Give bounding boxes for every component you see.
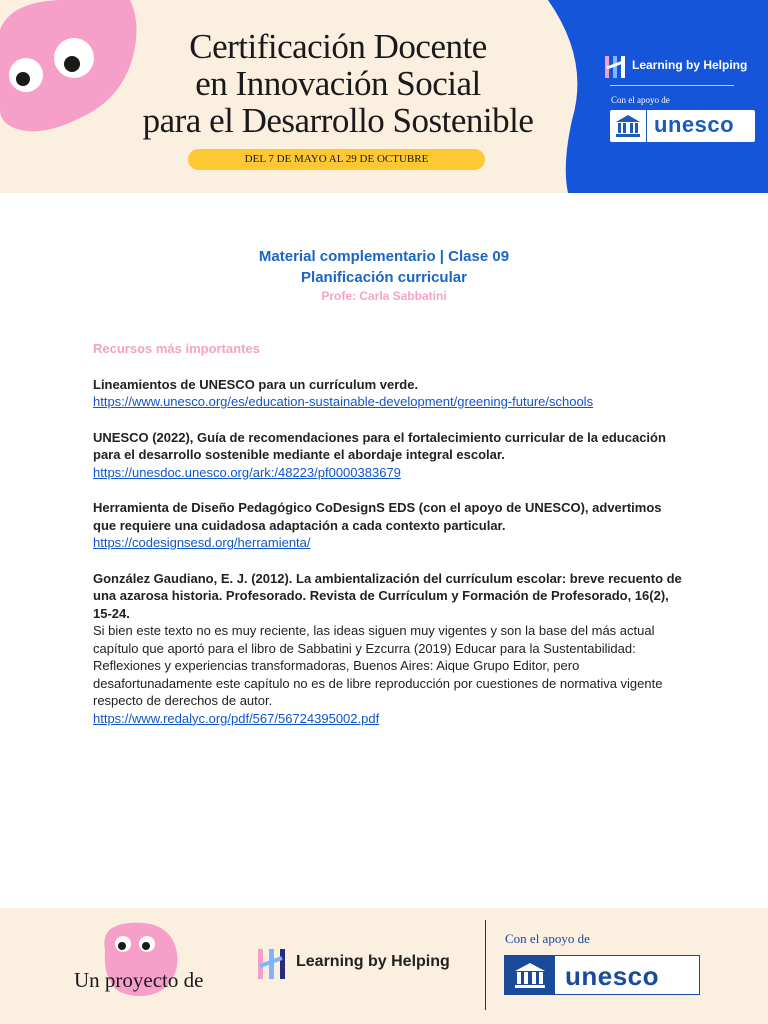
header-title-line: Certificación Docente xyxy=(189,27,487,66)
brand-name: Learning by Helping xyxy=(632,58,748,72)
resource-entry xyxy=(93,429,683,482)
resource-title: Herramienta de Diseño Pedagógico CoDesignS EDS (con el apoyo de UNESCO), advertimos que requiere una cuidadosa adaptación a cada contexto particular. xyxy=(93,500,662,533)
resources-section xyxy=(93,340,683,745)
brand-name: Learning by Helping xyxy=(296,953,450,970)
lbh-logo-icon xyxy=(604,54,628,80)
resource-link[interactable]: https://unesdoc.unesco.org/ark:/48223/pf0000383679 xyxy=(93,464,401,480)
header-title xyxy=(118,28,558,139)
resource-link[interactable]: https://www.unesco.org/es/education-sustainable-development/greening-future/schools xyxy=(93,394,594,409)
resource-title: Lineamientos de UNESCO para un currículum verde. xyxy=(93,376,419,392)
support-label: Con el apoyo de xyxy=(611,95,670,105)
document-subtitle: Planificación curricular xyxy=(301,269,467,286)
header-title-line: en Innovación Social xyxy=(195,64,481,103)
resource-link[interactable]: https://codesignsesd.org/herramienta/ xyxy=(93,535,311,550)
footer-banner xyxy=(0,908,768,1024)
resource-entry xyxy=(93,376,683,411)
resource-title: González Gaudiano, E. J. (2012). La ambientalización del currículum escolar: breve recuento de una azarosa historia. Profesorado. Revista de Currículum y Formación de Profesorado, 16(2), 15-24. xyxy=(93,570,682,621)
professor-name: Profe: Carla Sabbatini xyxy=(321,289,447,303)
resource-description: Si bien este texto no es muy reciente, las ideas siguen muy vigentes y son la base del más actual capítulo que aportó para el libro de Sabbatini y Ezcurra (2019) Educar para la Sustentabilidad: Reflexiones y experiencias transformadoras, Buenos Aires: Aique Grupo Editor, pero desafortunadamente este capítulo no es de libre reproducción por cuestiones de normativa vigente respecto de derechos de autor. xyxy=(93,623,663,708)
header-title-line: para el Desarrollo Sostenible xyxy=(142,101,534,140)
learning-by-helping-logo xyxy=(604,54,764,80)
resource-entry xyxy=(93,499,683,552)
resource-link[interactable]: https://www.redalyc.org/pdf/567/56724395002.pdf xyxy=(93,710,380,726)
date-range-badge: DEL 7 DE MAYO AL 29 DE OCTUBRE xyxy=(188,149,485,170)
footer-divider xyxy=(485,920,486,1010)
learning-by-helping-logo xyxy=(256,946,476,982)
header-divider xyxy=(610,85,734,86)
temple-icon xyxy=(505,956,555,994)
resource-entry xyxy=(93,570,683,728)
resource-title: UNESCO (2022), Guía de recomendaciones para el fortalecimiento curricular de la educación para el desarrollo sostenible mediante el abordaje integral escolar. xyxy=(93,429,666,462)
document-title: Material complementario | Clase 09 xyxy=(258,248,510,265)
unesco-wordmark: unesco xyxy=(565,961,660,991)
header-banner xyxy=(0,0,768,193)
unesco-logo xyxy=(504,955,700,995)
lbh-logo-icon xyxy=(256,946,288,982)
section-title: Recursos más importantes xyxy=(93,341,260,356)
document-header xyxy=(0,246,768,304)
unesco-logo xyxy=(610,110,755,142)
unesco-wordmark: unesco xyxy=(654,112,735,137)
support-label: Con el apoyo de xyxy=(505,931,590,946)
temple-icon xyxy=(610,110,647,142)
project-label: Un proyecto de xyxy=(74,968,204,992)
